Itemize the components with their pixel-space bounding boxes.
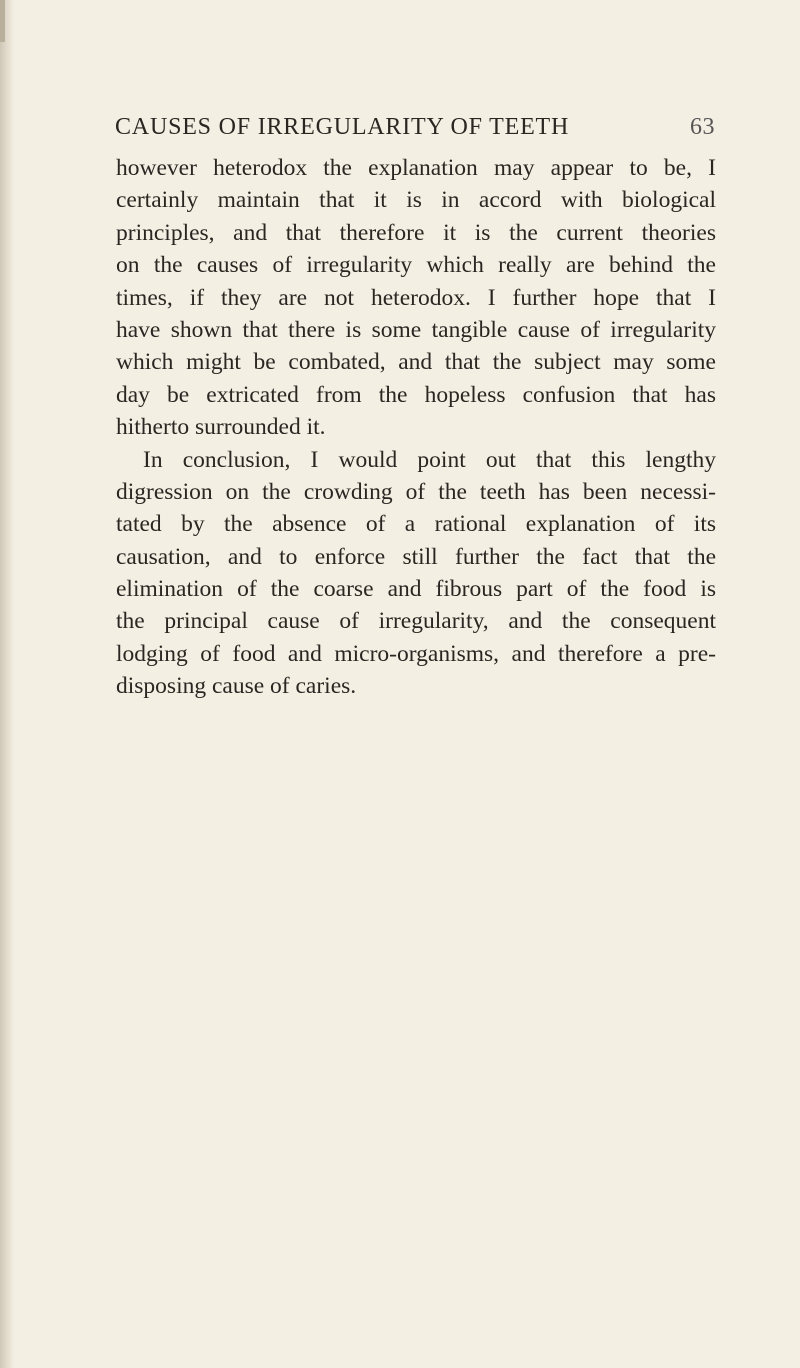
- text-line: elimination of the coarse and fibrous part of the food is: [116, 576, 716, 603]
- paragraph-start-line: In conclusion, I would point out that this lengthy: [143, 446, 716, 473]
- paragraph-end-line: disposing cause of caries.: [116, 673, 357, 700]
- text-line: certainly maintain that it is in accord with biological: [116, 187, 716, 214]
- text-line: the principal cause of irregularity, and the consequent: [116, 608, 716, 635]
- text-line: tated by the absence of a rational explanation of its: [116, 511, 716, 538]
- binding-mark: [0, 0, 5, 42]
- body-text: [116, 152, 716, 703]
- text-line: have shown that there is some tangible cause of irregularity: [116, 316, 716, 343]
- running-head: [115, 114, 715, 141]
- page-number: 63: [690, 114, 715, 140]
- text-line: principles, and that therefore it is the current theories: [116, 219, 716, 246]
- running-title: CAUSES OF IRREGULARITY OF TEETH: [115, 114, 570, 140]
- text-line: lodging of food and micro-organisms, and therefore a pre-: [116, 640, 716, 667]
- text-line: which might be combated, and that the subject may some: [116, 349, 716, 376]
- text-line: however heterodox the explanation may appear to be, I: [116, 155, 716, 181]
- text-line: digression on the crowding of the teeth has been necessi-: [116, 478, 716, 505]
- text-line: times, if they are not heterodox. I further hope that I: [116, 284, 716, 311]
- text-line: causation, and to enforce still further the fact that the: [116, 543, 716, 570]
- text-line: day be extricated from the hopeless confusion that has: [116, 381, 716, 408]
- text-line: on the causes of irregularity which really are behind the: [116, 252, 716, 279]
- paragraph-end-line: hitherto surrounded it.: [116, 414, 326, 441]
- page-edge-shadow: [0, 0, 14, 1368]
